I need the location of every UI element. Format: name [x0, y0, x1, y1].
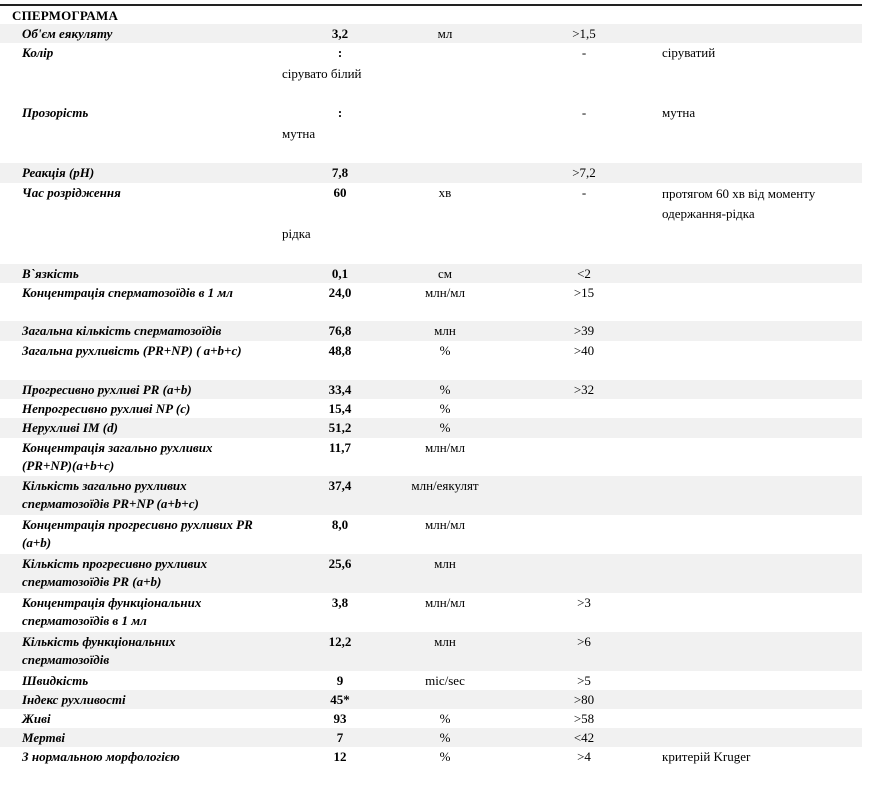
param-value: 37,4 — [328, 478, 352, 493]
param-reference: - — [581, 45, 587, 60]
param-name: Кількість загально рухливих сперматозоїдів PR+NP (a+b+c) — [22, 478, 199, 511]
table-row — [0, 515, 862, 554]
param-unit: млн — [434, 556, 456, 571]
table-row — [0, 103, 862, 163]
param-value: 45* — [330, 692, 350, 707]
param-name: Концентрація прогресивно рухливих PR (a+b) — [22, 517, 253, 550]
table-row — [0, 418, 862, 438]
param-value: 93 — [333, 711, 347, 726]
table-row — [0, 671, 862, 690]
param-unit: млн/мл — [425, 440, 465, 455]
param-value: 7,8 — [331, 165, 349, 180]
param-value-text: мутна — [282, 126, 316, 141]
param-reference: >5 — [577, 673, 591, 688]
param-unit: хв — [438, 185, 452, 200]
param-name: Прозорість — [22, 105, 89, 120]
param-value: 15,4 — [328, 401, 352, 416]
param-value-text: сірувато білий — [282, 66, 362, 81]
param-value: : — [337, 105, 343, 120]
table-row — [0, 43, 862, 103]
page-title: СПЕРМОГРАМА — [12, 8, 119, 23]
table-row — [0, 690, 862, 709]
param-name: Загальна кількість сперматозоїдів — [22, 323, 222, 338]
param-unit: млн/мл — [425, 517, 465, 532]
param-reference: >1,5 — [572, 26, 596, 41]
param-reference: >15 — [573, 285, 595, 300]
param-name: Концентрація загально рухливих (PR+NP)(a+b+c) — [22, 440, 213, 473]
param-unit: млн — [434, 323, 456, 338]
table-row — [0, 438, 862, 476]
param-unit: млн/мл — [425, 595, 465, 610]
param-name: В`язкість — [22, 266, 79, 281]
param-name: Кількість функціональних сперматозоїдів — [22, 634, 176, 667]
param-name: Концентрація функціональних сперматозоїдів в 1 мл — [22, 595, 202, 628]
param-name: Непрогресивно рухливі NP (c) — [22, 401, 191, 416]
param-reference: >58 — [573, 711, 595, 726]
param-name: Швидкість — [22, 673, 89, 688]
table-row — [0, 24, 862, 43]
table-row — [0, 728, 862, 747]
param-value: 12,2 — [328, 634, 352, 649]
param-value: 8,0 — [331, 517, 349, 532]
table-row — [0, 183, 862, 264]
param-reference: <42 — [573, 730, 595, 745]
param-name: Загальна рухливість (PR+NP) ( a+b+c) — [22, 343, 242, 358]
table-row — [0, 163, 862, 183]
param-unit: % — [439, 343, 451, 358]
param-reference: >7,2 — [572, 165, 596, 180]
param-reference: - — [581, 185, 587, 200]
table-row — [0, 321, 862, 341]
table-row — [0, 554, 862, 593]
param-unit: мл — [437, 26, 453, 41]
param-unit: % — [439, 711, 451, 726]
top-rule — [0, 4, 862, 6]
table-row — [0, 476, 862, 515]
param-name: Колір — [22, 45, 54, 60]
param-unit: % — [439, 382, 451, 397]
param-value: 76,8 — [328, 323, 352, 338]
param-note: мутна — [662, 105, 696, 120]
param-name: Час розрідження — [22, 185, 121, 200]
param-value: 24,0 — [328, 285, 352, 300]
param-value: 33,4 — [328, 382, 352, 397]
param-name: Об'єм еякуляту — [22, 26, 113, 41]
table-row — [0, 399, 862, 418]
param-reference: >80 — [573, 692, 595, 707]
param-name: Мертві — [22, 730, 66, 745]
param-reference: >40 — [573, 343, 595, 358]
param-value: : — [337, 45, 343, 60]
table-row — [0, 283, 862, 321]
results-table — [0, 24, 862, 767]
param-unit: млн — [434, 634, 456, 649]
param-name: Кількість прогресивно рухливих сперматозоїдів PR (a+b) — [22, 556, 208, 589]
param-value: 48,8 — [328, 343, 352, 358]
param-note: сіруватий — [662, 45, 716, 60]
param-value-text: рідка — [282, 226, 311, 241]
param-name: Нерухливі IM (d) — [22, 420, 118, 435]
param-unit: % — [439, 401, 451, 416]
param-name: Живі — [22, 711, 51, 726]
param-name: Індекс рухливості — [22, 692, 126, 707]
table-row — [0, 341, 862, 380]
param-reference: >3 — [577, 595, 591, 610]
param-unit: см — [438, 266, 452, 281]
param-unit: % — [439, 420, 451, 435]
table-row — [0, 264, 862, 283]
param-reference: <2 — [577, 266, 591, 281]
table-row — [0, 380, 862, 399]
table-row — [0, 593, 862, 632]
param-name: Концентрація сперматозоїдів в 1 мл — [22, 285, 233, 300]
param-value: 3,8 — [331, 595, 349, 610]
param-value: 11,7 — [328, 440, 352, 455]
param-value: 7 — [336, 730, 344, 745]
param-note: критерій Kruger — [662, 749, 751, 764]
param-reference: >39 — [573, 323, 595, 338]
param-unit: % — [439, 749, 451, 764]
param-value: 25,6 — [328, 556, 352, 571]
param-value: 51,2 — [328, 420, 352, 435]
param-value: 3,2 — [331, 26, 349, 41]
param-value: 60 — [333, 185, 347, 200]
param-unit: млн/еякулят — [411, 478, 479, 493]
param-value: 9 — [336, 673, 344, 688]
table-row — [0, 709, 862, 728]
param-note: протягом 60 хв від моменту одержання-рідка — [662, 186, 816, 221]
param-reference: >6 — [577, 634, 591, 649]
param-unit: % — [439, 730, 451, 745]
param-reference: >4 — [577, 749, 591, 764]
param-value: 12 — [333, 749, 347, 764]
param-reference: >32 — [573, 382, 595, 397]
param-value: 0,1 — [331, 266, 349, 281]
param-unit: млн/мл — [425, 285, 465, 300]
table-row — [0, 747, 862, 767]
table-row — [0, 632, 862, 671]
param-name: Реакція (pH) — [22, 165, 95, 180]
param-name: З нормальною морфологією — [22, 749, 180, 764]
param-unit: mic/sec — [425, 673, 465, 688]
param-name: Прогресивно рухливі PR (a+b) — [22, 382, 192, 397]
param-reference: - — [581, 105, 587, 120]
